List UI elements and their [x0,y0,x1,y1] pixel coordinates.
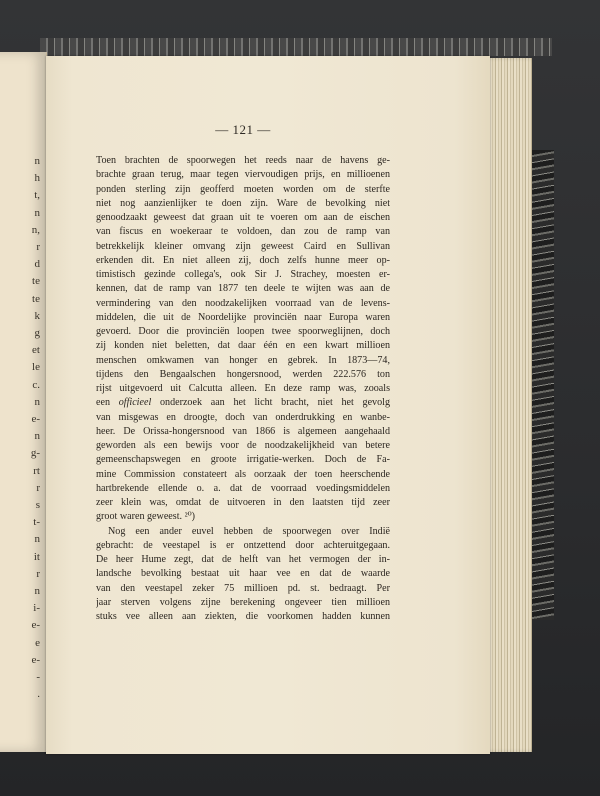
text-line: groot waren geweest. ²⁰) [96,511,196,523]
left-page-fragment: d [34,258,40,271]
left-page-fragment: i- [33,602,40,615]
left-page-fragment: et [32,344,40,357]
left-page-fragment: n [34,155,40,167]
left-page-fragment: te [32,292,40,305]
text-line: zij konden niet beletten, dat daar één en een kwart millioen [96,340,390,352]
text-line: vermindering van den noodzakelijken voorraad van de levens- [96,297,390,309]
text-line: gebracht: de veestapel is er ontzettend door achteruitgegaan. [96,539,390,551]
text-line: landsche bevolking bestaat uit haar vee en dat de waarde [96,568,390,580]
text-line: jaar sterven volgens zijne berekening ongeveer tien millioen [96,596,390,608]
left-page-fragment: k [34,309,40,322]
left-page-margin [0,52,47,752]
page-stack-edge [484,58,532,752]
text-line: tijdens den Bengaalschen hongersnood, werden 222.576 ton [96,368,390,380]
book-top-edge [40,38,552,56]
text-line: brachte graan terug, maar tegen viervoudigen prijs, en millioenen [96,169,390,181]
marbled-cover-edge [532,150,554,620]
left-page-fragment: c. [32,378,40,391]
text-line: De heer Hume zegt, dat de helft van het vermogen der in- [96,554,390,565]
text-line: heer. De Orissa-hongersnood van 1866 is algemeen aangehaald [96,425,390,437]
text-line: gevoerd. Door die provinciën loopen twee spoorweglijnen, doch [96,326,390,337]
left-page-fragment: g [34,327,40,339]
left-page-fragment: g- [30,447,40,460]
left-page-fragment: n [34,585,40,597]
left-page-fragment: n [34,395,40,408]
text-line: erkenden dit. En niet alleen zij, doch zelfs hunne meer op- [96,254,390,266]
left-page-fragment: it [33,550,40,563]
left-page-fragment: - [36,671,40,683]
text-line: niet nog aanzienlijker te doen zijn. Ware de bevolking niet [96,197,390,209]
text-line: van misgewas en droogte, doch van onderdrukking en wanbe- [96,411,390,423]
text-line: gemeenschapswegen en groote irrigatie-werken. Doch de Fa- [96,454,390,466]
left-page-fragment: t, [34,189,40,202]
left-page-fragment: n, [31,223,40,236]
left-page-fragment: s [35,499,40,511]
text-line: rijst uitgevoerd uit Calcutta alleen. En deze ramp was, zooals [96,383,390,394]
text-line: kennen, dat de ramp van 1877 ten deele te wijten was aan de [96,283,390,295]
text-line: middelen, die uit de Noordelijke provinciën naar Europa waren [96,311,390,323]
left-page-fragment: n [34,430,40,443]
text-line: geworden als een bewijs voor de noodzakelijkheid van betere [96,440,390,451]
page-number: — 121 — [215,122,271,137]
left-page-fragment: r [36,567,40,580]
text-line: betrekkelijk kleiner omvang zijn geweest Caird en Sullivan [96,240,390,252]
left-page-fragment: t- [33,516,40,529]
text-line: Toen brachten de spoorwegen het reeds naar de havens ge- [96,155,390,166]
text-line: ponden sterling zijn geofferd moeten worden om de sterfte [96,183,390,195]
text-line: mine Commission constateert als oorzaak der toen heerschende [96,468,390,480]
left-page-fragment: te [32,275,40,288]
text-line: stuks vee alleen aan ziekten, die voorkomen hadden kunnen [96,611,390,622]
left-page-fragment: h [34,172,40,185]
text-line: van fiscus en woekeraar te voldoen, dan zou de ramp van [96,226,390,238]
left-page-fragment: e- [31,619,40,632]
left-page-fragment: e- [31,413,40,425]
body-text [96,154,390,624]
text-line: hartbrekende ellende o. a. dat de voorraad voedingsmiddelen [96,482,390,494]
text-line: zeer klein was, omdat de uitvoeren in den laatsten tijd zeer [96,497,390,508]
text-line: Nog een ander euvel hebben de spoorwegen over Indië [108,525,390,537]
text-line: menschen omkwamen van honger en gebrek. In 1873—74, [96,354,390,366]
left-page-fragment: n [34,533,40,546]
left-page-fragment: rt [33,464,40,477]
left-page-fragment: le [32,361,40,374]
text-line: een officieel onderzoek aan het licht bracht, niet het gevolg [96,397,390,409]
left-page-fragment: . [37,688,40,701]
left-page-fragment: r [36,481,40,494]
text-line: van den veestapel zeker 75 millioen pd. st. bedraagt. Per [96,582,390,594]
left-page-fragment: n [34,206,40,219]
left-page-fragment: e- [31,653,40,666]
left-page-fragment: r [36,241,40,253]
text-line: timistisch gezinde collega's, ook Sir J. Strachey, moesten er- [96,269,390,280]
left-page-fragment: e [35,636,40,649]
text-line: genoodzaakt geweest dat graan uit te voeren om aan de eischen [96,212,390,223]
